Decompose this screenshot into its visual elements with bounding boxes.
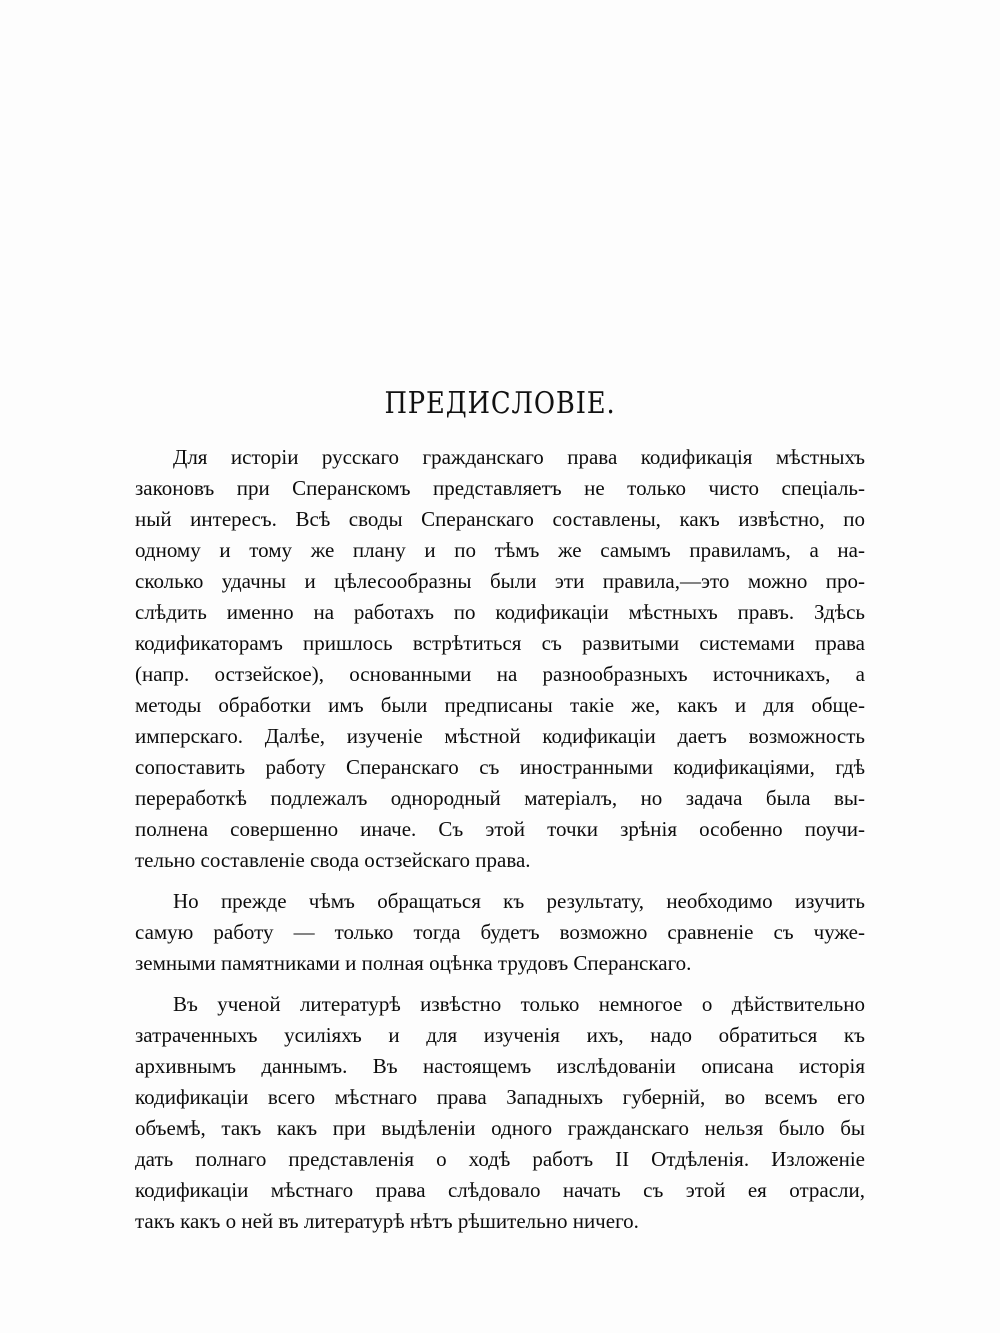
text-line: полнена совершенно иначе. Съ этой точки зрѣнія особенно поучи- bbox=[135, 817, 865, 841]
text-line: Но прежде чѣмъ обращаться къ результату, необходимо изучить bbox=[173, 889, 865, 913]
text-line: переработкѣ подлежалъ однородный матеріалъ, но задача была вы- bbox=[135, 786, 865, 810]
text-line: кодификаціи всего мѣстнаго права Западныхъ губерній, во всемъ его bbox=[135, 1085, 865, 1109]
text-line: земными памятниками и полная оцѣнка трудовъ Сперанскаго. bbox=[135, 951, 692, 975]
text-line: дать полнаго представленія о ходѣ работъ II Отдѣленія. Изложеніе bbox=[135, 1147, 865, 1171]
text-line: самую работу — только тогда будетъ возможно сравненіе съ чуже- bbox=[135, 920, 865, 944]
paragraph-1 bbox=[135, 442, 865, 876]
text-line: такъ какъ о ней въ литературѣ нѣтъ рѣшительно ничего. bbox=[135, 1209, 639, 1233]
paragraph-2 bbox=[135, 886, 865, 979]
text-line: слѣдить именно на работахъ по кодификаціи мѣстныхъ правъ. Здѣсь bbox=[135, 600, 865, 624]
text-line: Въ ученой литературѣ извѣстно только немногое о дѣйствительно bbox=[173, 992, 865, 1016]
text-line: сколько удачны и цѣлесообразны были эти правила,—это можно про- bbox=[135, 569, 865, 593]
text-line: одному и тому же плану и по тѣмъ же самымъ правиламъ, а на- bbox=[135, 538, 865, 562]
text-line: кодификаціи мѣстнаго права слѣдовало начать съ этой ея отрасли, bbox=[135, 1178, 865, 1202]
body-text bbox=[135, 442, 865, 1237]
text-line: тельно составленіе свода остзейскаго права. bbox=[135, 848, 531, 872]
text-line: архивнымъ даннымъ. Въ настоящемъ изслѣдованіи описана исторія bbox=[135, 1054, 865, 1078]
text-line: ный интересъ. Всѣ своды Сперанскаго составлены, какъ извѣстно, по bbox=[135, 507, 865, 531]
text-line: имперскаго. Далѣе, изученіе мѣстной кодификаціи даетъ возможность bbox=[135, 724, 865, 748]
paragraph-3 bbox=[135, 989, 865, 1237]
page-title: ПРЕДИСЛОВІЕ. bbox=[384, 386, 616, 421]
text-line: (напр. остзейское), основанными на разнообразныхъ источникахъ, а bbox=[135, 662, 865, 686]
text-line: Для исторіи русскаго гражданскаго права кодификація мѣстныхъ bbox=[173, 445, 865, 469]
text-line: кодификаторамъ пришлось встрѣтиться съ развитыми системами права bbox=[135, 631, 865, 655]
text-line: сопоставить работу Сперанскаго съ иностранными кодификаціями, гдѣ bbox=[135, 755, 865, 779]
text-line: методы обработки имъ были предписаны такіе же, какъ и для обще- bbox=[135, 693, 865, 717]
text-line: законовъ при Сперанскомъ представляетъ не только чисто спеціаль- bbox=[135, 476, 865, 500]
text-line: затраченныхъ усиліяхъ и для изученія ихъ, надо обратиться къ bbox=[135, 1023, 865, 1047]
text-line: объемѣ, такъ какъ при выдѣленіи одного гражданскаго нельзя было бы bbox=[135, 1116, 865, 1140]
